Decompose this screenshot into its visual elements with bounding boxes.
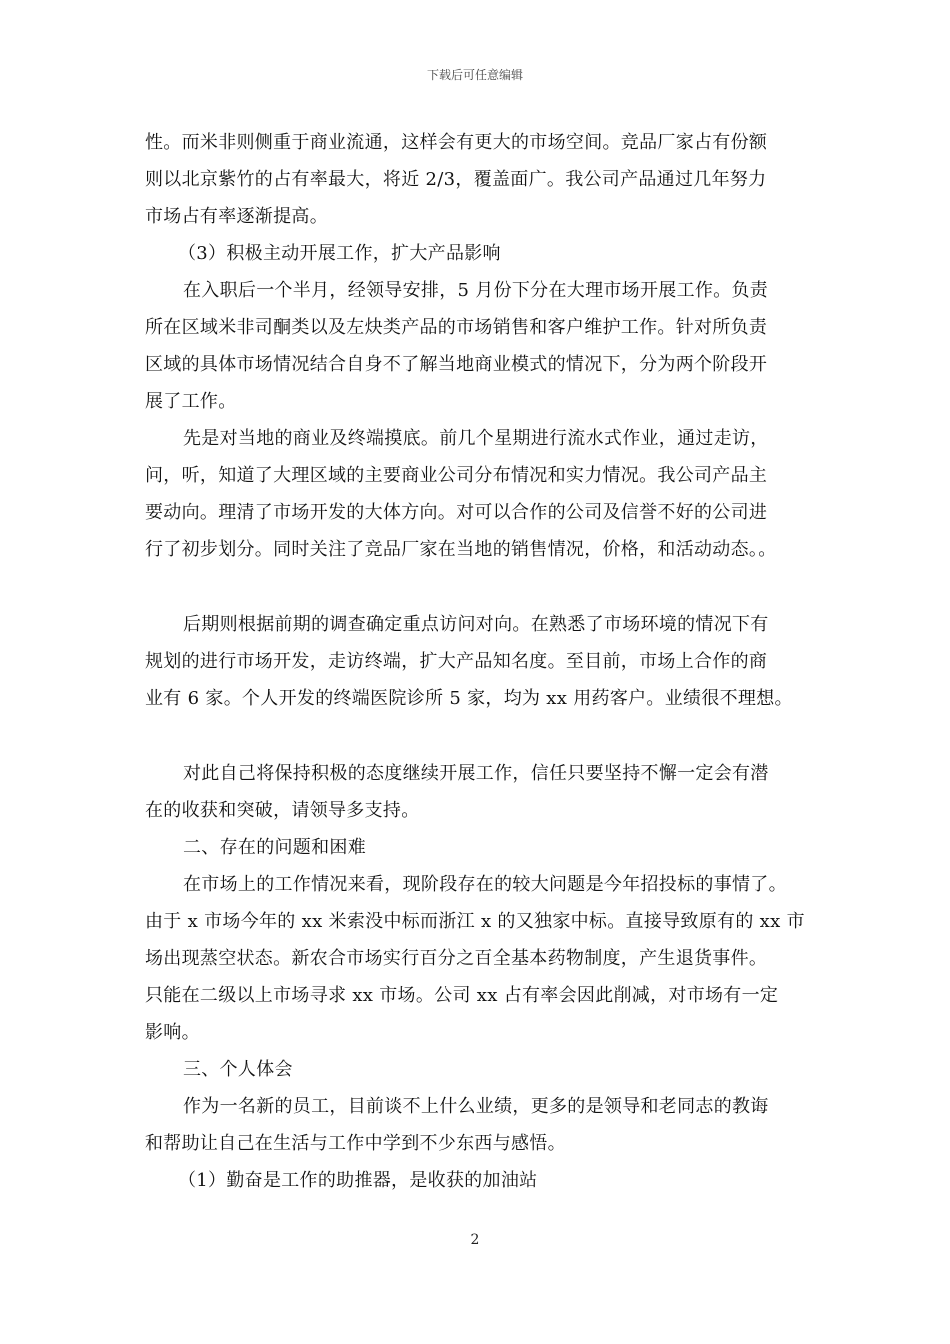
section-heading: 二、存在的问题和困难 [183,837,366,858]
text-line: 市场占有率逐渐提高。 [145,206,328,227]
text-line: 区域的具体市场情况结合自身不了解当地商业模式的情况下，分为两个阶段开 [145,354,768,375]
text-line: 规划的进行市场开发，走访终端，扩大产品知名度。至目前，市场上合作的商 [145,651,768,672]
text-line: 只能在二级以上市场寻求 xx 市场。公司 xx 占有率会因此削减，对市场有一定 [145,985,779,1006]
text-line: 问，听，知道了大理区域的主要商业公司分布情况和实力情况。我公司产品主 [145,465,768,486]
text-line: 展了工作。 [145,391,237,412]
section-heading: 三、个人体会 [183,1059,293,1080]
text-line: 在市场上的工作情况来看，现阶段存在的较大问题是今年招投标的事情了。 [183,874,787,895]
page-number: 2 [470,1232,480,1248]
text-line: 要动向。理清了市场开发的大体方向。对可以合作的公司及信誉不好的公司进 [145,502,768,523]
text-line: 对此自己将保持积极的态度继续开展工作，信任只要坚持不懈一定会有潜 [183,763,769,784]
text-line: 影响。 [145,1022,200,1043]
subheading: （3）积极主动开展工作，扩大产品影响 [178,243,501,264]
subheading: （1）勤奋是工作的助推器，是收获的加油站 [178,1170,538,1191]
text-line: 性。而米非则侧重于商业流通，这样会有更大的市场空间。竞品厂家占有份额 [145,132,768,153]
text-line: 场出现蒸空状态。新农合市场实行百分之百全基本药物制度，产生退货事件。 [145,948,768,969]
text-line: 先是对当地的商业及终端摸底。前几个星期进行流水式作业，通过走访， [183,428,769,449]
text-line: 和帮助让自己在生活与工作中学到不少东西与感悟。 [145,1133,566,1154]
text-line: 业有 6 家。个人开发的终端医院诊所 5 家，均为 xx 用药客户。业绩很不理想。 [145,688,793,709]
text-line: 所在区域米非司酮类以及左炔类产品的市场销售和客户维护工作。针对所负责 [145,317,768,338]
text-line: 在的收获和突破，请领导多支持。 [145,800,420,821]
text-line: 则以北京紫竹的占有率最大，将近 2/3，覆盖面广。我公司产品通过几年努力 [145,169,767,190]
text-line: 行了初步划分。同时关注了竞品厂家在当地的销售情况，价格，和活动动态。。 [145,539,777,560]
text-line: 后期则根据前期的调查确定重点访问对向。在熟悉了市场环境的情况下有 [183,614,769,635]
page-header: 下载后可任意编辑 [426,68,523,82]
text-line: 在入职后一个半月，经领导安排，5 月份下分在大理市场开展工作。负责 [183,280,769,301]
text-line: 由于 x 市场今年的 xx 米索没中标而浙江 x 的又独家中标。直接导致原有的 xx 市 [145,911,805,932]
text-line: 作为一名新的员工，目前谈不上什么业绩，更多的是领导和老同志的教诲 [183,1096,769,1117]
